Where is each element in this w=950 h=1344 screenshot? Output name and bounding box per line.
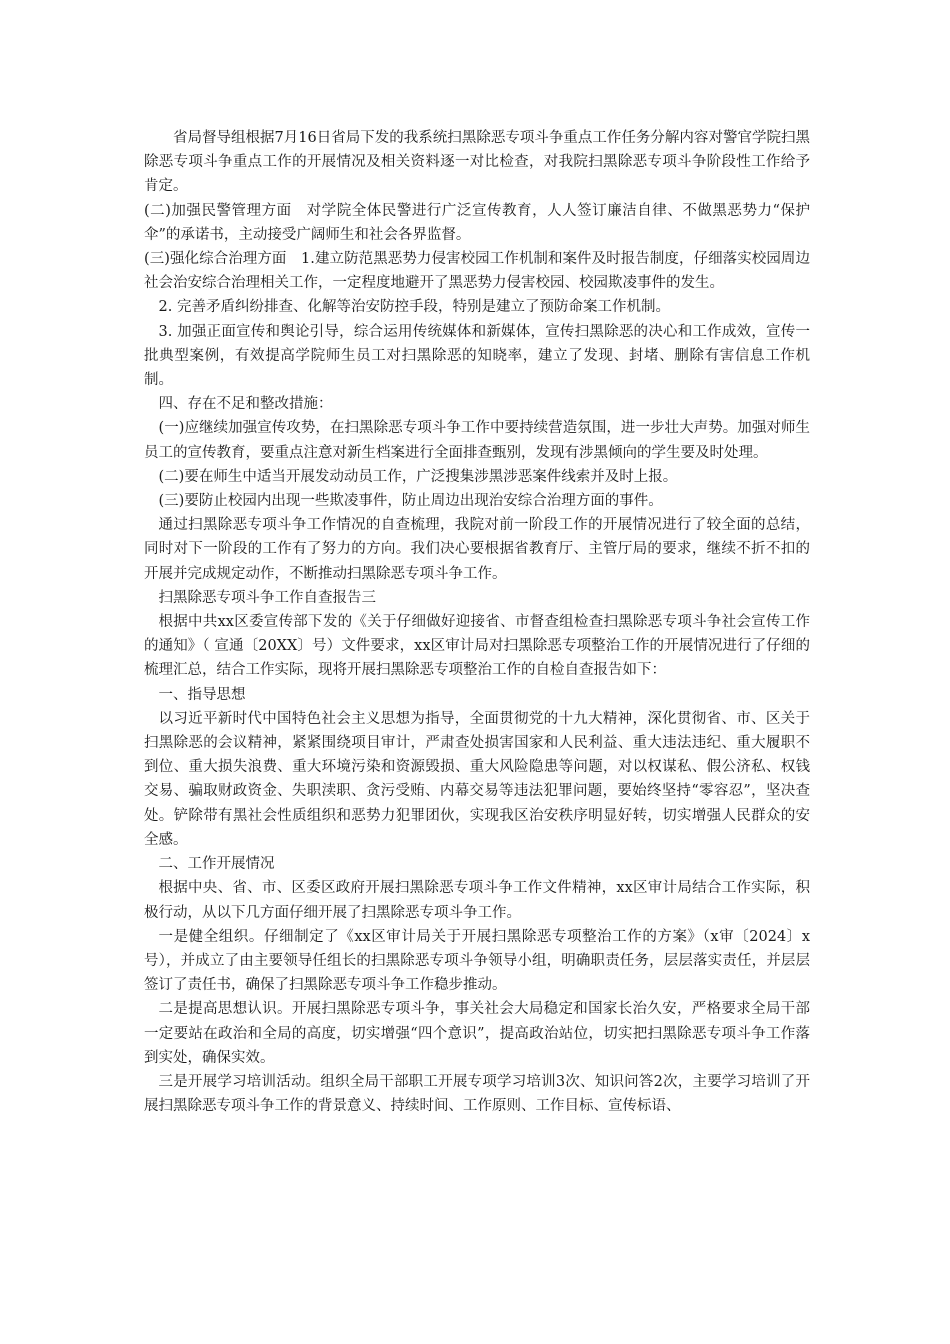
body-paragraph: (二)要在师生中适当开展发动动员工作，广泛搜集涉黑涉恶案件线索并及时上报。 <box>158 468 678 485</box>
body-paragraph: 二、工作开展情况 <box>158 856 275 873</box>
body-paragraph: 以习近平新时代中国特色社会主义思想为指导，全面贯彻党的十九大精神，深化贯彻省、市、区关于扫黑除恶的会议精神，紧紧围绕项目审计，严肃查处损害国家和人民利益、重大违法违纪、重大履职不到位、重大损失浪费、重大环境污染和资源毁损、重大风险隐患等问题，对以权谋私、假公济私、权钱交易、骗取财政资金、失职渎职、贪污受贿、内幕交易等违法犯罪问题，要始终坚持“零容忍”，坚决查处。铲除带有黑社会性质组织和恶势力犯罪团伙，实现我区治安秩序明显好转，切实增强人民群众的安全感。 <box>144 710 810 848</box>
body-paragraph: 四、存在不足和整改措施： <box>158 396 333 413</box>
body-paragraph: 3. 加强正面宣传和舆论引导，综合运用传统媒体和新媒体，宣传扫黑除恶的决心和工作成效，宣传一批典型案例，有效提高学院师生员工对扫黑除恶的知晓率，建立了发现、封堵、删除有害信息工作机制。 <box>144 323 810 389</box>
body-paragraph: 省局督导组根据7月16日省局下发的我系统扫黑除恶专项斗争重点工作任务分解内容对警官学院扫黑除恶专项斗争重点工作的开展情况及相关资料逐一对比检查，对我院扫黑除恶专项斗争阶段性工作给予肯定。 <box>144 130 810 195</box>
body-paragraph: (一)应继续加强宣传攻势，在扫黑除恶专项斗争工作中要持续营造氛围，进一步壮大声势。加强对师生员工的宣传教育，要重点注意对新生档案进行全面排查甄别，发现有涉黑倾向的学生要及时处理。 <box>144 420 810 461</box>
body-paragraph: 根据中央、省、市、区委区政府开展扫黑除恶专项斗争工作文件精神，xx区审计局结合工作实际，积极行动，从以下几方面仔细开展了扫黑除恶专项斗争工作。 <box>144 880 810 921</box>
body-paragraph: 一、指导思想 <box>158 686 246 703</box>
body-paragraph: (二)加强民警管理方面 对学院全体民警进行广泛宣传教育，人人签订廉洁自律、不做黑恶势力“保护伞”的承诺书，主动接受广阔师生和社会各界监督。 <box>144 202 810 243</box>
body-paragraph: 根据中共xx区委宣传部下发的《关于仔细做好迎接省、市督查组检查扫黑除恶专项斗争社会宣传工作的通知》（ 宣通〔20XX〕号）文件要求，xx区审计局对扫黑除恶专项整治工作的开展情况进行了仔细的梳理汇总，结合工作实际，现将开展扫黑除恶专项整治工作的自检自查报告如下： <box>144 614 810 679</box>
body-paragraph: (三)强化综合治理方面 1.建立防范黑恶势力侵害校园工作机制和案件及时报告制度，仔细落实校园周边社会治安综合治理相关工作，一定程度地避开了黑恶势力侵害校园、校园欺凌事件的发生。 <box>144 251 810 292</box>
body-paragraph: 扫黑除恶专项斗争工作自查报告三 <box>158 589 376 606</box>
body-paragraph: 2. 完善矛盾纠纷排查、化解等治安防控手段，特别是建立了预防命案工作机制。 <box>158 299 670 316</box>
body-paragraph: 二是提高思想认识。开展扫黑除恶专项斗争，事关社会大局稳定和国家长治久安，严格要求全局干部一定要站在政治和全局的高度，切实增强“四个意识”，提高政治站位，切实把扫黑除恶专项斗争工作落到实处，确保实效。 <box>144 1001 810 1066</box>
body-paragraph: 一是健全组织。仔细制定了《xx区审计局关于开展扫黑除恶专项整治工作的方案》（x审〔2024〕x号），并成立了由主要领导任组长的扫黑除恶专项斗争领导小组，明确职责任务，层层落实责任，并层层签订了责任书，确保了扫黑除恶专项斗争工作稳步推动。 <box>144 928 810 994</box>
body-paragraph: 三是开展学习培训活动。组织全局干部职工开展专项学习培训3次、知识问答2次，主要学习培训了开展扫黑除恶专项斗争工作的背景意义、持续时间、工作原则、工作目标、宣传标语、 <box>144 1073 810 1115</box>
document-page <box>144 126 810 1118</box>
body-paragraph: (三)要防止校园内出现一些欺凌事件，防止周边出现治安综合治理方面的事件。 <box>158 493 663 510</box>
body-paragraph: 通过扫黑除恶专项斗争工作情况的自查梳理，我院对前一阶段工作的开展情况进行了较全面的总结，同时对下一阶段的工作有了努力的方向。我们决心要根据省教育厅、主管厅局的要求，继续不折不扣的开展并完成规定动作，不断推动扫黑除恶专项斗争工作。 <box>144 517 810 582</box>
